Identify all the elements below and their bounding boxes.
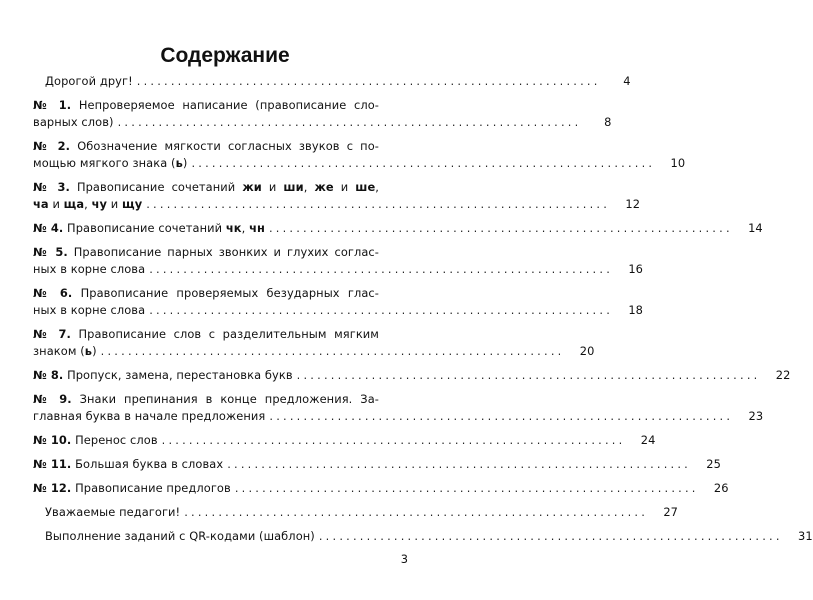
toc-entry-text: Дорогой друг!: [45, 74, 133, 88]
toc-page-number: 26: [713, 481, 729, 495]
toc-number: № 2.: [33, 139, 71, 153]
dot-leader: ....................................................................: [296, 368, 761, 382]
page-number: 3: [400, 552, 408, 566]
toc-entry-text: Выполнение заданий с QR-кодами (шаблон): [45, 529, 315, 543]
toc-number: № 1.: [33, 98, 72, 112]
dot-leader: ....................................................................: [100, 344, 565, 358]
toc-page-number: 23: [748, 409, 764, 423]
toc-entry-1: [33, 97, 612, 131]
toc-entry-12: [33, 480, 729, 497]
toc-entry-title: Правописание предлогов: [75, 481, 231, 495]
toc-entry-lead: № 1. Непроверяемое написание (правописание сло-: [33, 98, 379, 112]
toc-page-number: 18: [628, 303, 644, 317]
toc-number: № 10.: [33, 433, 72, 447]
toc-entry-3: [33, 179, 641, 213]
toc-entry-text: № 4. Правописание сочетаний чк, чн: [33, 221, 265, 235]
dot-leader: ....................................................................: [191, 156, 656, 170]
toc-page-number: 22: [775, 368, 791, 382]
toc-entry-lead: № 5. Правописание парных звонких и глухих соглас-: [33, 245, 380, 259]
toc-entry-text: ча и ща, чу и щу: [33, 197, 143, 211]
toc-entry-qr: [33, 528, 813, 545]
toc-entry-text: [33, 480, 231, 497]
toc-entry-lead: № 6. Правописание проверяемых безударных глас-: [33, 286, 380, 300]
toc-entry-text: Уважаемые педагоги!: [45, 505, 181, 519]
toc-number: № 7.: [33, 327, 71, 341]
toc-page-number: 27: [663, 505, 679, 519]
toc-entry-text: [33, 432, 158, 449]
page-title: Содержание: [160, 44, 290, 67]
toc-number: № 11.: [33, 457, 72, 471]
toc-entry-text: ных в корне слова: [33, 262, 146, 276]
dot-leader: ....................................................................: [269, 409, 734, 423]
dot-leader: ....................................................................: [227, 457, 691, 471]
dot-leader: ....................................................................: [318, 529, 783, 543]
toc-number: № 9.: [33, 392, 72, 406]
toc-entry-text: [33, 367, 293, 384]
toc-entry-10: [33, 432, 656, 449]
toc-page-number: 8: [604, 115, 612, 129]
toc-number: № 8.: [33, 368, 64, 382]
dot-leader: ....................................................................: [146, 197, 611, 211]
toc-number: № 12.: [33, 481, 72, 495]
dot-leader: ....................................................................: [161, 433, 626, 447]
toc-entry-5: [33, 244, 644, 278]
toc-entry-text: главная буква в начале предложения: [33, 409, 266, 423]
toc-entry-4: [33, 220, 763, 237]
toc-page-number: 31: [797, 529, 813, 543]
toc-entry-lead: № 3. Правописание сочетаний жи и ши, же и ше,: [33, 180, 380, 194]
toc-entry-lead: № 2. Обозначение мягкости согласных звуков с по-: [33, 139, 379, 153]
toc-entry-7: [33, 326, 595, 360]
toc-entry-text: ных в корне слова: [33, 303, 146, 317]
toc-entry-lead: № 7. Правописание слов с разделительным мягким: [33, 327, 380, 341]
toc-entry-text: знаком (ь): [33, 344, 97, 358]
toc-page-number: 12: [625, 197, 641, 211]
toc-entry-2: [33, 138, 686, 172]
dot-leader: ....................................................................: [149, 262, 614, 276]
dot-leader: ....................................................................: [149, 303, 614, 317]
toc-entry-title: Перенос слов: [75, 433, 158, 447]
toc-entry-teachers: [33, 504, 679, 521]
dot-leader: ....................................................................: [117, 115, 582, 129]
toc-entry-text: [33, 456, 223, 473]
toc-entry-title: Пропуск, замена, перестановка букв: [67, 368, 293, 382]
toc-number: № 5.: [33, 245, 68, 259]
toc-entry-11: [33, 456, 721, 473]
toc-page-number: 16: [628, 262, 644, 276]
toc-page-number: 25: [706, 457, 721, 471]
toc-number: № 3.: [33, 180, 70, 194]
toc-page-number: 10: [670, 156, 686, 170]
toc-entry-text: мощью мягкого знака (ь): [33, 156, 188, 170]
toc-entry-title: Большая буква в словах: [75, 457, 224, 471]
toc-number: № 4.: [33, 221, 64, 235]
dot-leader: ....................................................................: [136, 74, 601, 88]
dot-leader: ....................................................................: [234, 481, 699, 495]
toc-page-number: 14: [748, 221, 763, 235]
toc-entry-8: [33, 367, 791, 384]
toc-entry-9: [33, 391, 764, 425]
toc-page-number: 24: [640, 433, 656, 447]
toc-entry-6: [33, 285, 644, 319]
dot-leader: ....................................................................: [268, 221, 733, 235]
toc-entry-lead: № 9. Знаки препинания в конце предложения. За-: [33, 392, 379, 406]
toc-page-number: 20: [579, 344, 595, 358]
toc-entry-intro: [33, 73, 631, 90]
toc-page-number: 4: [623, 74, 631, 88]
table-of-contents: [33, 72, 813, 552]
dot-leader: ....................................................................: [184, 505, 649, 519]
toc-number: № 6.: [33, 286, 73, 300]
toc-entry-text: варных слов): [33, 115, 114, 129]
